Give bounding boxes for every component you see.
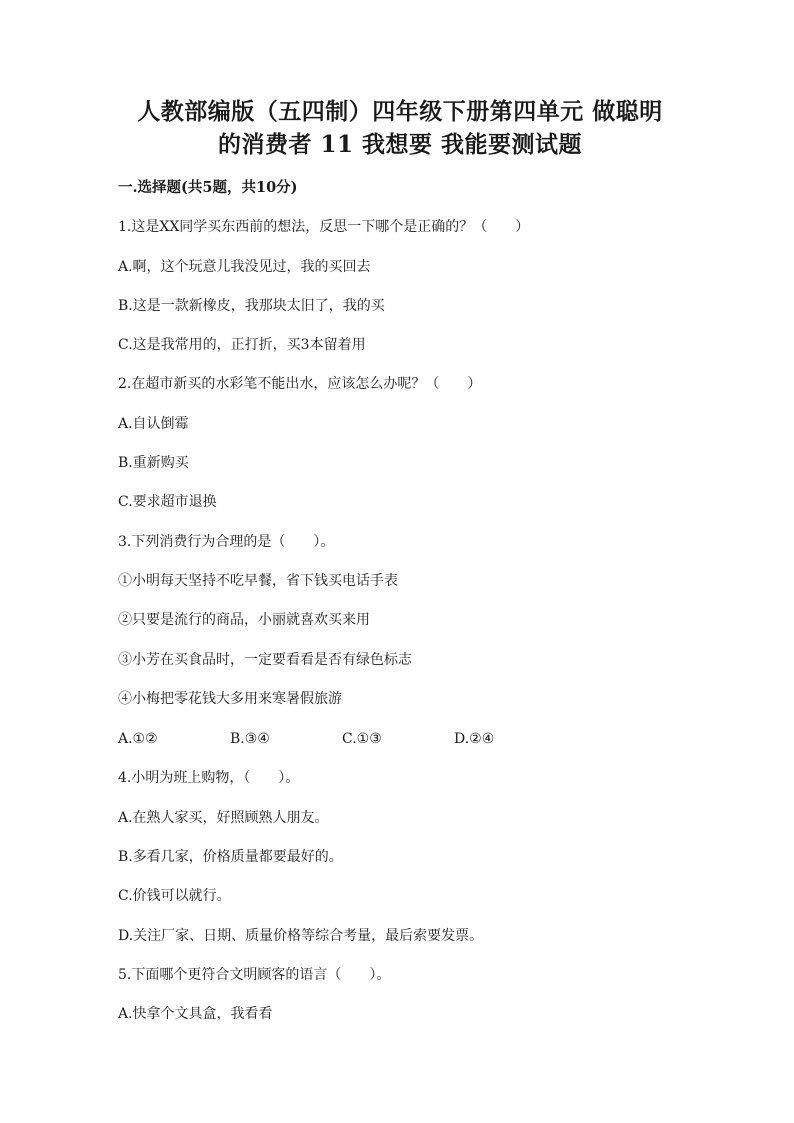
question-3-option-c: C.①③	[342, 731, 382, 747]
question-4-option-b: B.多看几家，价格质量都要最好的。	[118, 849, 343, 865]
question-4-option-d: D.关注厂家、日期、质量价格等综合考量，最后索要发票。	[118, 928, 484, 944]
section-heading: 一.选择题(共5题，共10分)	[118, 179, 298, 196]
question-4-stem: 4.小明为班上购物，（ ）。	[118, 770, 300, 786]
question-3-statement-3: ③小芳在买食品时，一定要看看是否有绿色标志	[118, 652, 412, 668]
question-1-option-a: A.啊，这个玩意儿我没见过，我的买回去	[118, 259, 371, 275]
question-3-stem: 3.下列消费行为合理的是（ ）。	[118, 534, 335, 550]
question-4-option-a: A.在熟人家买，好照顾熟人朋友。	[118, 810, 329, 826]
question-3-option-a: A.①②	[118, 731, 158, 747]
question-3-statement-2: ②只要是流行的商品，小丽就喜欢买来用	[118, 612, 370, 628]
question-3-options-row	[118, 729, 678, 749]
question-1-stem: 1.这是XX同学买东西前的想法，反思一下哪个是正确的？（ ）	[118, 219, 530, 235]
question-4-option-c: C.价钱可以就行。	[118, 888, 231, 904]
question-2-option-a: A.自认倒霉	[118, 416, 189, 432]
question-2-option-b: B.重新购买	[118, 455, 189, 471]
question-1-option-b: B.这是一款新橡皮，我那块太旧了，我的买	[118, 298, 385, 314]
question-3-statement-4: ④小梅把零花钱大多用来寒暑假旅游	[118, 691, 342, 707]
question-3-option-d: D.②④	[454, 731, 495, 747]
question-3-option-b: B.③④	[230, 731, 270, 747]
question-2-stem: 2.在超市新买的水彩笔不能出水，应该怎么办呢？（ ）	[118, 376, 482, 392]
document-title-line-2: 的消费者 11 我想要 我能要测试题	[217, 131, 583, 158]
document-title-line-1: 人教部编版（五四制）四年级下册第四单元 做聪明	[137, 98, 663, 125]
question-1-option-c: C.这是我常用的，正打折，买3本留着用	[118, 337, 366, 353]
question-2-option-c: C.要求超市退换	[118, 494, 217, 510]
question-5-stem: 5.下面哪个更符合文明顾客的语言（ ）。	[118, 967, 391, 983]
question-5-option-a: A.快拿个文具盒，我看看	[118, 1006, 273, 1022]
question-3-statement-1: ①小明每天坚持不吃早餐，省下钱买电话手表	[118, 573, 398, 589]
